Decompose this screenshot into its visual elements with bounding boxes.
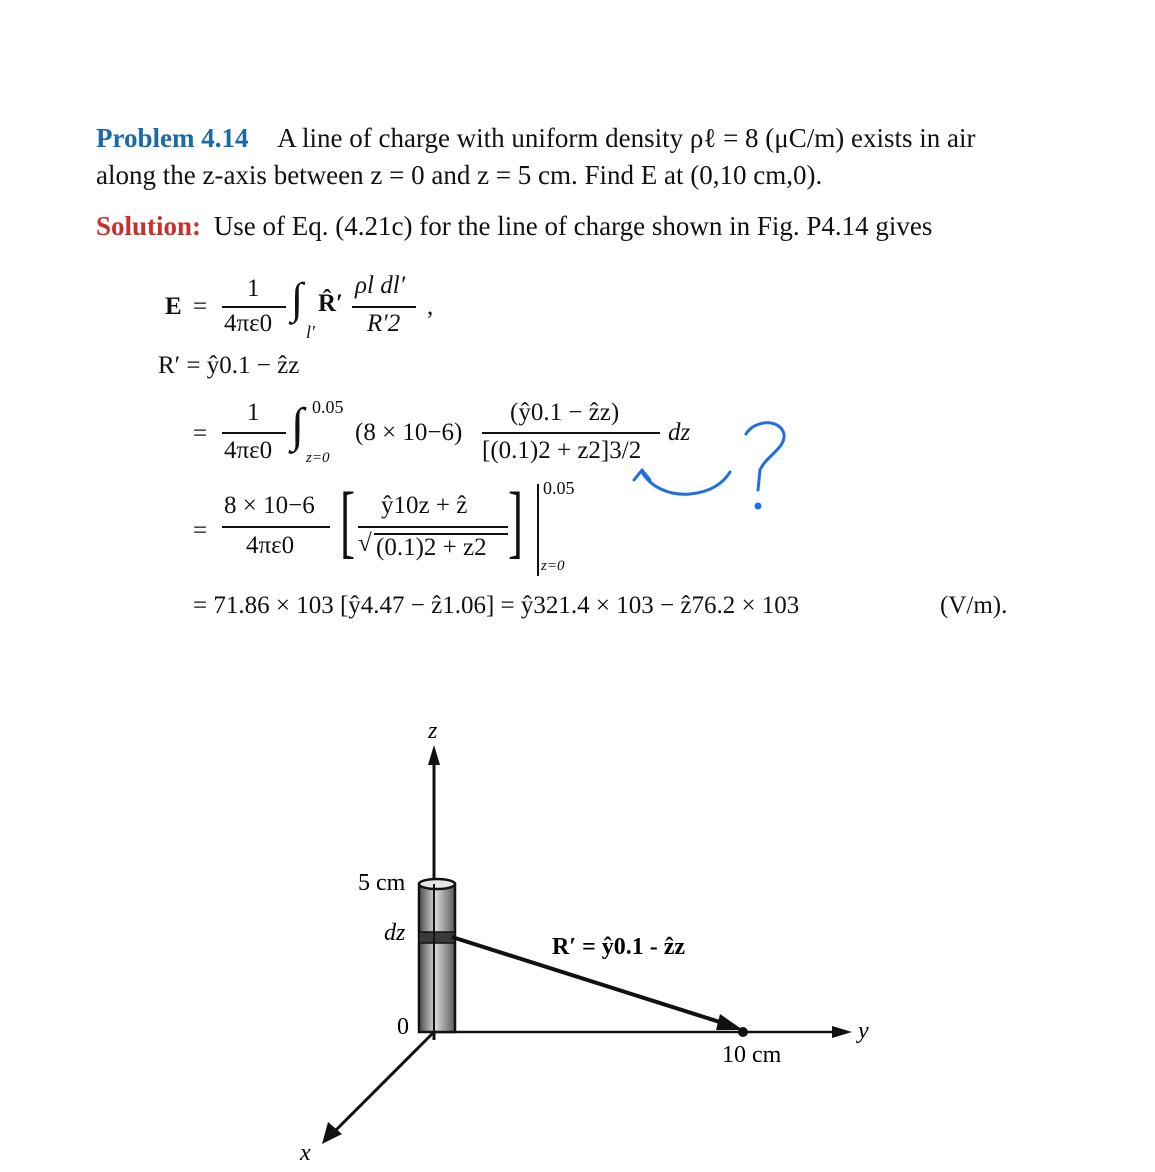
eq1-frac-denominator: R′2 [367, 310, 401, 337]
eq1-r-hat: R̂′ [318, 290, 344, 317]
field-point-dot [738, 1027, 748, 1037]
eq1-equals: = [193, 293, 208, 320]
solution-text: Use of Eq. (4.21c) for the line of charge shown in Fig. P4.14 gives [213, 211, 933, 241]
eq1-frac-numerator: ρl dl′ [355, 272, 406, 299]
problem-text-line1: A line of charge with uniform density ρℓ = 8 (μC/m) exists in air [277, 123, 976, 153]
charge-cylinder-top [419, 879, 455, 889]
eq3-frac-numerator: (ŷ0.1 − ẑz) [510, 399, 620, 426]
vector-label: R′ = ŷ0.1 - ẑz [552, 934, 686, 960]
charge-cylinder-body [419, 884, 455, 1032]
eq1-comma: , [427, 293, 434, 320]
eq4-eval-lower: z=0 [541, 558, 565, 574]
eq3-integral-lower: z=0 [306, 450, 330, 466]
eq1-coef-denominator: 4πε0 [224, 310, 273, 337]
y-axis-arrowhead [832, 1026, 852, 1038]
problem-label: Problem 4.14 [96, 123, 249, 153]
eq4-sqrt-sign: √ [358, 530, 372, 557]
eq4-frac-numerator: ŷ10z + ẑ [381, 492, 468, 519]
eq4-coef-numerator: 8 × 10−6 [224, 492, 315, 519]
zero-label: 0 [397, 1014, 409, 1040]
eq4-eval-upper: 0.05 [543, 478, 575, 498]
dz-element-band [419, 932, 455, 943]
eq5-unit: (V/m). [940, 592, 1008, 619]
equation-2: R′ = ŷ0.1 − ẑz [158, 352, 300, 379]
solution-label: Solution: [96, 211, 202, 241]
eq3-equals: = [193, 420, 208, 447]
eq3-coef-denominator: 4πε0 [224, 437, 273, 464]
eq1-integral-lower: l′ [306, 322, 315, 342]
eq4-coef-denominator: 4πε0 [246, 532, 295, 559]
point-label: 10 cm [722, 1042, 782, 1068]
eq4-left-bracket: [ [340, 475, 356, 566]
z-axis-arrowhead [428, 745, 440, 765]
eq1-coef-numerator: 1 [247, 275, 260, 302]
eq4-equals: = [193, 517, 208, 544]
r-prime-vector-arrowhead [716, 1014, 743, 1030]
x-axis-label: x [300, 1140, 311, 1166]
eq4-right-bracket: ] [508, 475, 524, 566]
eq3-coef-numerator: 1 [247, 399, 260, 426]
x-axis-line [332, 1032, 434, 1134]
eq3-factor: (8 × 10−6) [355, 419, 463, 446]
eq1-lhs: E [165, 293, 182, 320]
dz-label: dz [384, 920, 406, 946]
eq3-dz: dz [668, 419, 691, 446]
eq1-integral-sign: ∫ [291, 274, 304, 323]
eq3-frac-denominator: [(0.1)2 + z2]3/2 [482, 437, 642, 464]
eq5-result: = 71.86 × 103 [ŷ4.47 − ẑ1.06] = ŷ321.4 × 103 − ẑ76.2 × 103 [193, 592, 800, 619]
eq4-frac-denominator: (0.1)2 + z2 [376, 534, 487, 561]
y-axis-label: y [858, 1018, 869, 1044]
problem-text-line2: along the z-axis between z = 0 and z = 5 cm. Find E at (0,10 cm,0). [96, 160, 823, 190]
eq3-integral-sign: ∫ [291, 399, 305, 452]
z-axis-label: z [428, 718, 438, 744]
top-label: 5 cm [358, 870, 406, 896]
eq3-integral-upper: 0.05 [312, 397, 344, 417]
